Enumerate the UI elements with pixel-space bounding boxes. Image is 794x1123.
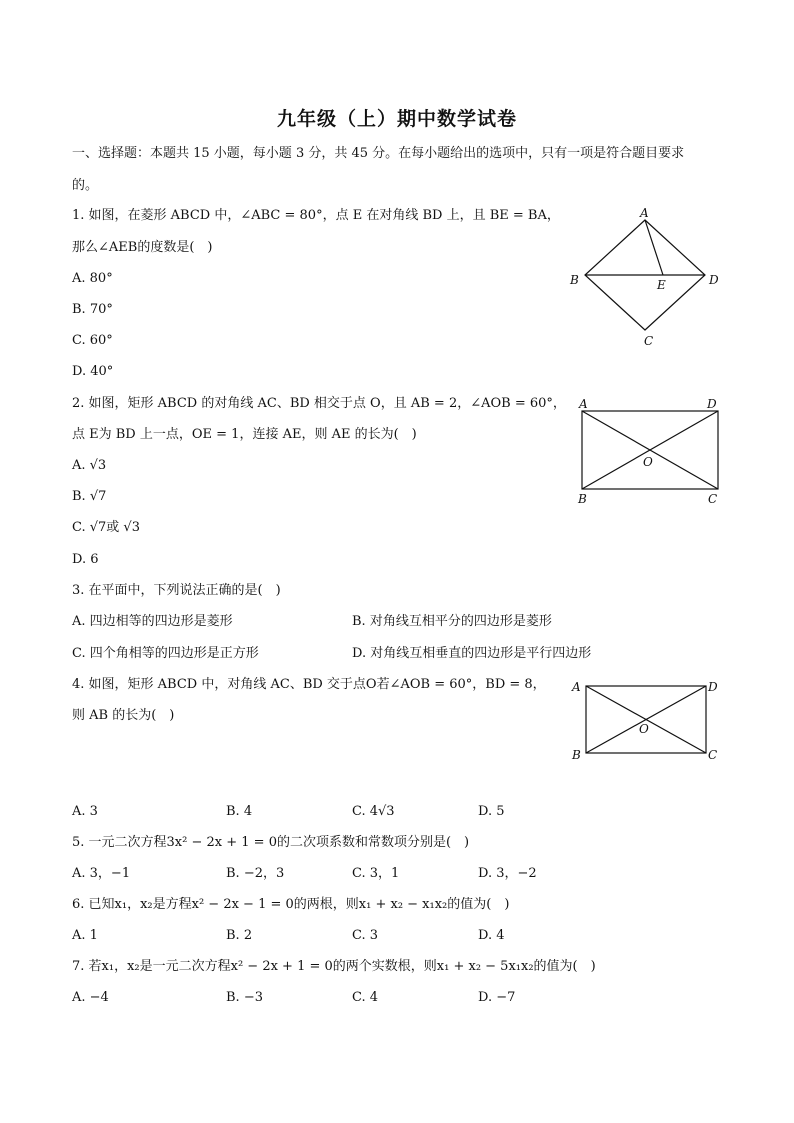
q1-label-d: D	[709, 273, 719, 287]
q2-option-a: A. √3	[72, 458, 107, 473]
q2-option-b: B. √7	[72, 489, 107, 504]
q4-option-b: B. 4	[226, 804, 253, 819]
q1-label-a: A	[640, 206, 649, 220]
q3-option-a: A. 四边相等的四边形是菱形	[72, 614, 233, 629]
q7-option-d: D. −7	[478, 990, 516, 1005]
q1-option-c: C. 60°	[72, 333, 113, 348]
q2-option-c: C. √7或 √3	[72, 520, 140, 535]
q6-stem: 6. 已知x₁，x₂是方程x² − 2x − 1 = 0的两根，则x₁ + x₂ − x₁x₂的值为( )	[72, 897, 510, 912]
q4-label-o: O	[639, 722, 649, 736]
q2-rectangle-figure	[570, 396, 730, 511]
q4-label-c: C	[708, 748, 718, 762]
q4-option-a: A. 3	[72, 804, 98, 819]
q4-label-d: D	[708, 680, 718, 694]
q6-option-b: B. 2	[226, 928, 253, 943]
q6-option-a: A. 1	[72, 928, 98, 943]
q3-option-c: C. 四个角相等的四边形是正方形	[72, 646, 259, 661]
q7-option-c: C. 4	[352, 990, 379, 1005]
q2-label-d: D	[707, 397, 717, 411]
q6-option-c: C. 3	[352, 928, 379, 943]
page-title: 九年级（上）期中数学试卷	[276, 108, 517, 130]
q4-label-b: B	[572, 748, 581, 762]
q1-rhombus-figure	[560, 205, 730, 350]
q1-label-e: E	[657, 278, 666, 292]
q1-label-b: B	[570, 273, 579, 287]
q1-stem: 1. 如图，在菱形 ABCD 中，∠ABC = 80°，点 E 在对角线 BD 上，且 BE = BA，	[72, 208, 560, 223]
q2-stem: 2. 如图，矩形 ABCD 的对角线 AC、BD 相交于点 O，且 AB = 2，∠AOB = 60°，	[72, 396, 566, 411]
q5-option-c: C. 3，1	[352, 866, 400, 881]
q1-label-c: C	[644, 334, 654, 348]
q7-option-a: A. −4	[72, 990, 109, 1005]
q1-option-d: D. 40°	[72, 364, 114, 379]
q2-label-c: C	[708, 492, 718, 506]
q4-stem-cont: 则 AB 的长为( )	[72, 708, 175, 723]
section-instructions: 一、选择题：本题共 15 小题，每小题 3 分，共 45 分。在每小题给出的选项中，只有一项是符合题目要求	[72, 146, 685, 161]
q2-label-b: B	[578, 492, 587, 506]
q3-stem: 3. 在平面中，下列说法正确的是( )	[72, 583, 281, 598]
q7-stem: 7. 若x₁，x₂是一元二次方程x² − 2x + 1 = 0的两个实数根，则x₁ + x₂ − 5x₁x₂的值为( )	[72, 959, 596, 974]
section-instructions-cont: 的。	[72, 178, 99, 193]
q2-option-d: D. 6	[72, 552, 99, 567]
q2-label-o: O	[643, 455, 653, 469]
q3-option-d: D. 对角线互相垂直的四边形是平行四边形	[352, 646, 592, 661]
q5-option-a: A. 3，−1	[72, 866, 131, 881]
q4-label-a: A	[572, 680, 581, 694]
q7-option-b: B. −3	[226, 990, 263, 1005]
q4-rectangle-figure	[566, 675, 731, 770]
q1-option-b: B. 70°	[72, 302, 113, 317]
q4-stem: 4. 如图，矩形 ABCD 中，对角线 AC、BD 交于点O若∠AOB = 60°，BD = 8，	[72, 677, 546, 692]
q1-stem-cont: 那么∠AEB的度数是( )	[72, 240, 213, 255]
q5-option-b: B. −2，3	[226, 866, 285, 881]
q1-option-a: A. 80°	[72, 271, 113, 286]
q5-option-d: D. 3，−2	[478, 866, 537, 881]
q2-label-a: A	[579, 397, 588, 411]
q5-stem: 5. 一元二次方程3x² − 2x + 1 = 0的二次项系数和常数项分别是( )	[72, 835, 470, 850]
q6-option-d: D. 4	[478, 928, 505, 943]
q4-option-c: C. 4√3	[352, 804, 395, 819]
q3-option-b: B. 对角线互相平分的四边形是菱形	[352, 614, 552, 629]
q2-stem-cont: 点 E为 BD 上一点，OE = 1，连接 AE，则 AE 的长为( )	[72, 427, 417, 442]
q4-option-d: D. 5	[478, 804, 505, 819]
